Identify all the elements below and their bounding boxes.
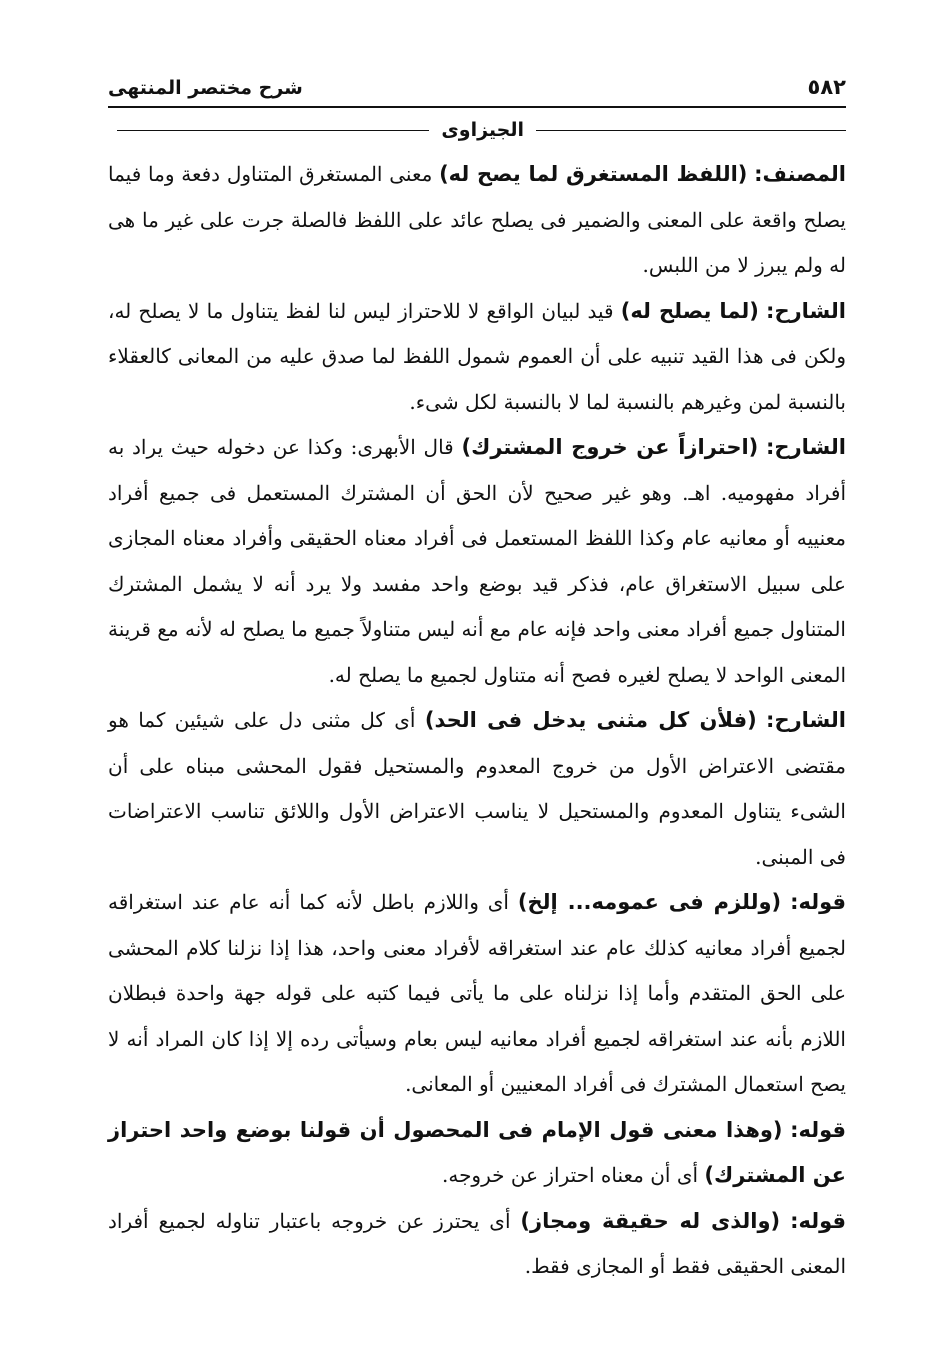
paragraph-quote: (فلأن كل مثنى يدخل فى الحد) bbox=[424, 708, 757, 732]
paragraph-text: قال الأبهرى: وكذا عن دخوله حيث يراد به أفراد مفهوميه. اهـ. وهو غير صحيح لأن الحق أن المشترك المستعمل فى جميع أفراد معنييه أو معانيه عام وكذا اللفظ المستعمل فى أفراد معناه الحقيقى وأفراد معناه المجازى على سبيل الاستغراق عام، فذكر قيد بوضع واحد مفسد ولا يرد أنه لا يشمل المشترك المتناول جميع أفراد معنى واحد فإنه عام مع أنه ليس متناولاً جميع ما يصلح له لأنه مع قرينة المعنى الواحد لا يصلح لغيره فصح أنه متناول لجميع ما يصلح له. bbox=[108, 435, 847, 687]
paragraph-label: قوله: bbox=[790, 1208, 846, 1233]
paragraph-text: قيد لبيان الواقع لا للاحتراز ليس لنا لفظ يتناول ما لا يصلح له، ولكن فى هذا القيد تنبيه على أن العموم شمول اللفظ لما صدق عليه من المعانى كالعقلاء بالنسبة لمن وغيرهم بالنسبة لما لا بالنسبة لكل شىء. bbox=[108, 298, 846, 414]
paragraph-label: الشارح: bbox=[766, 435, 846, 459]
paragraph-quote: (وهذا معنى قول الإمام فى المحصول أن قولنا بوضع واحد احتراز عن المشترك) bbox=[108, 1117, 846, 1187]
section-rule-right bbox=[536, 130, 846, 131]
header-rule bbox=[108, 106, 846, 108]
section-header bbox=[108, 112, 846, 148]
paragraph-text: أى كل مثنى دل على شيئين كما هو مقتضى الاعتراض الأول من خروج المعدوم والمستحيل فقول المحشى مبناه على أن الشىء يتناول المعدوم والمستحيل لا يناسب الاعتراض الأول واللائق تناسب الاعتراضات فى المبنى. bbox=[108, 708, 846, 869]
paragraph bbox=[108, 152, 846, 289]
paragraph-text: معنى المستغرق المتناول دفعة وما فيما يصلح واقعة على المعنى والضمير فى يصلح عائد على اللفظ فالصلة جرت على غير ما هى له ولم يبرز لا من اللبس. bbox=[108, 162, 846, 277]
paragraph-label: قوله: bbox=[790, 890, 847, 914]
paragraph bbox=[108, 698, 846, 880]
paragraph-text: أى أن معناه احتراز عن خروجه. bbox=[441, 1163, 699, 1187]
paragraph-label: قوله: bbox=[790, 1117, 846, 1142]
paragraph-label: الشارح: bbox=[766, 298, 847, 323]
paragraph-quote: (والذى له حقيقة ومجاز) bbox=[520, 1208, 781, 1233]
section-title: الجيزاوى bbox=[441, 119, 524, 141]
paragraph bbox=[108, 289, 846, 426]
book-page bbox=[108, 70, 846, 1290]
paragraph-text: أى واللازم باطل لأنه كما أنه عام عند استغراقه لجميع أفراد معانيه كذلك عام عند استغراقه لأفراد معنى واحد، هذا إذا نزلنا كلام المحشى على الحق المتقدم وأما إذا نزلناه على ما يأتى فيما كتبه على قوله جهة واحدة فبطلان اللازم بأنه عند استغراقه لجميع أفراد معانيه ليس بعام وسيأتى رده إلا إذا كان المراد أنه لا يصح استعمال المشترك فى أفراد المعنيين أو المعانى. bbox=[108, 890, 846, 1096]
paragraph-quote: (اللفظ المستغرق لما يصح له) bbox=[439, 162, 748, 186]
paragraph-quote: (وللزم فى عمومه... إلخ) bbox=[517, 890, 782, 914]
section-rule-left bbox=[117, 130, 429, 131]
body-text bbox=[108, 152, 846, 1290]
paragraph-label: الشارح: bbox=[766, 708, 847, 732]
paragraph bbox=[108, 425, 846, 698]
running-head bbox=[108, 70, 846, 104]
paragraph-quote: (احترازاً عن خروج المشترك) bbox=[461, 435, 759, 459]
paragraph-label: المصنف: bbox=[754, 162, 846, 186]
page-number: ٥٨٢ bbox=[807, 75, 846, 99]
paragraph bbox=[108, 1108, 846, 1199]
paragraph-quote: (لما يصلح له) bbox=[620, 298, 759, 323]
paragraph bbox=[108, 880, 846, 1108]
book-title: شرح مختصر المنتهى bbox=[108, 77, 303, 99]
paragraph bbox=[108, 1199, 846, 1290]
paragraph-text: أى يحترز عن خروجه باعتبار تناوله لجميع أفراد المعنى الحقيقى فقط أو المجازى فقط. bbox=[108, 1208, 846, 1278]
